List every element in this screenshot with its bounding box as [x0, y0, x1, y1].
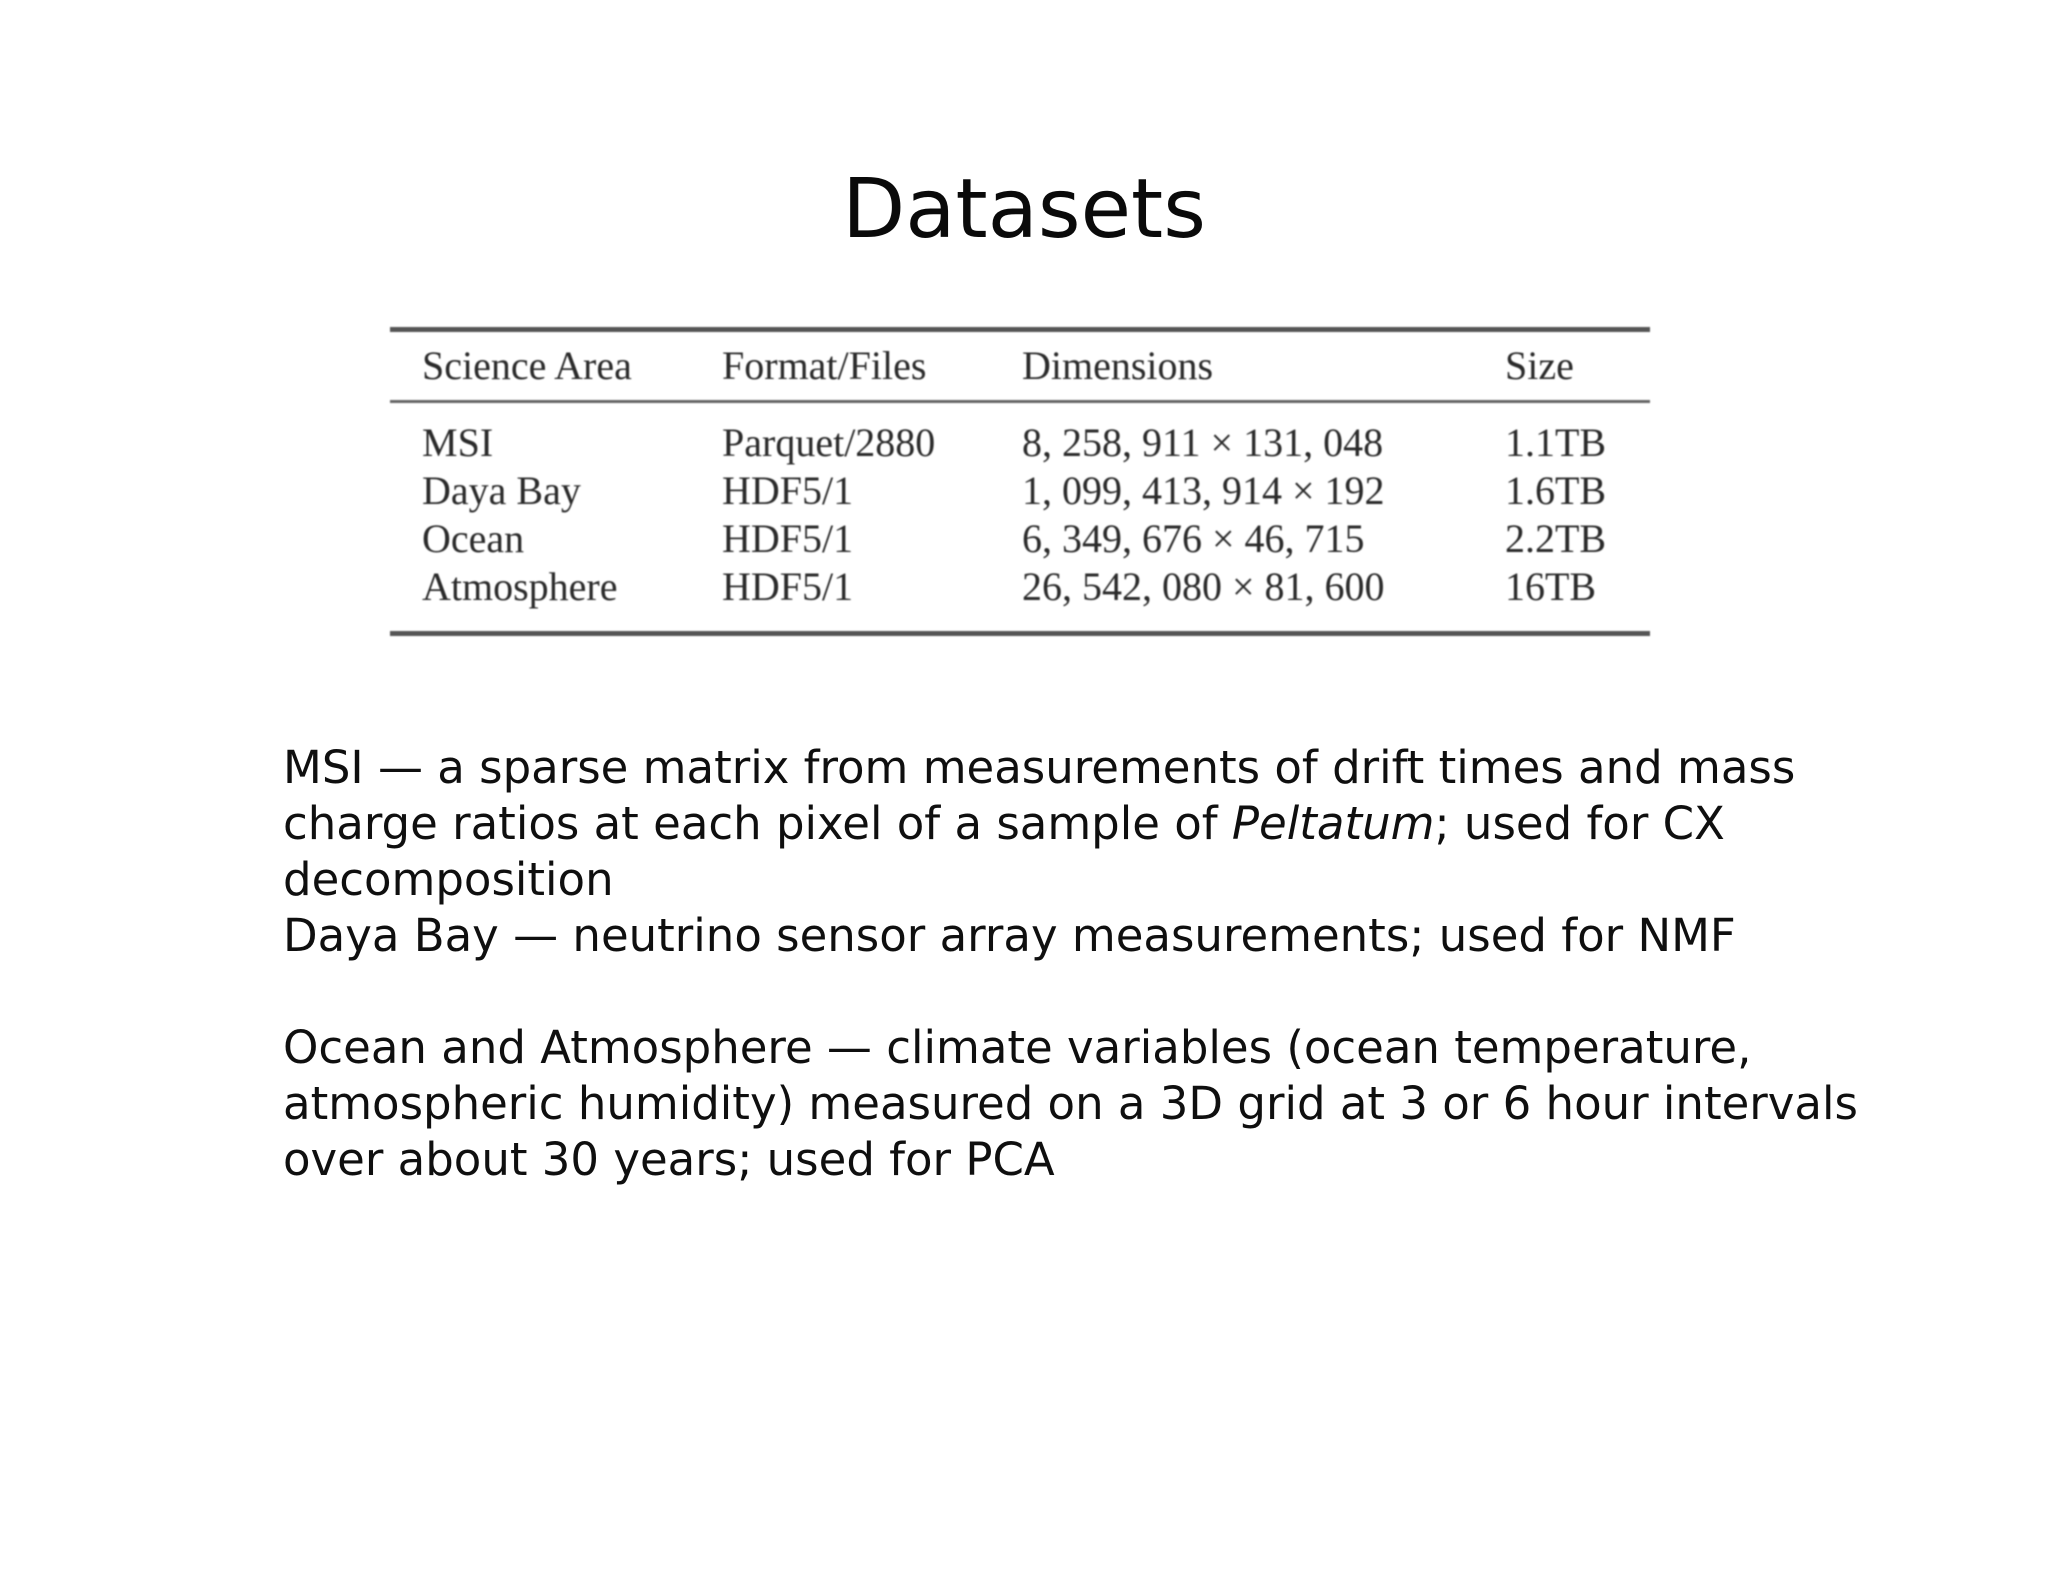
cell-format-files: HDF5/1	[722, 516, 854, 561]
slide-title: Datasets	[842, 162, 1206, 257]
header-format-files: Format/Files	[722, 343, 927, 388]
daya-bay-description: Daya Bay — neutrino sensor array measurements; used for NMF	[283, 909, 1736, 962]
cell-science-area: Ocean	[422, 516, 525, 561]
table-header-row	[390, 332, 1650, 400]
msi-description	[283, 740, 1883, 908]
msi-description-usage: ; used for CX decomposition	[283, 797, 1725, 906]
table-row	[390, 515, 1650, 563]
table-row	[390, 467, 1650, 515]
cell-science-area: Daya Bay	[422, 468, 581, 513]
table-bottom-rule	[390, 631, 1650, 636]
cell-format-files: HDF5/1	[722, 564, 854, 609]
cell-format-files: HDF5/1	[722, 468, 854, 513]
cell-dimensions: 26, 542, 080 × 81, 600	[1022, 564, 1385, 609]
cell-science-area: Atmosphere	[422, 564, 618, 609]
msi-description-species: Peltatum	[1231, 797, 1435, 850]
cell-science-area: MSI	[422, 420, 494, 465]
msi-description-text: MSI — a sparse matrix from measurements of drift times and mass charge ratios at each pixel of a sample of	[283, 741, 1796, 850]
cell-dimensions: 8, 258, 911 × 131, 048	[1022, 420, 1384, 465]
header-dimensions: Dimensions	[1022, 343, 1214, 388]
cell-format-files: Parquet/2880	[722, 420, 936, 465]
header-science-area: Science Area	[422, 343, 632, 388]
table-row	[390, 419, 1650, 467]
cell-size: 16TB	[1505, 564, 1597, 609]
ocean-atmosphere-description: Ocean and Atmosphere — climate variables (ocean temperature, atmospheric humidity) measured on a 3D grid at 3 or 6 hour intervals over about 30 years; used for PCA	[283, 1021, 1858, 1186]
datasets-table	[390, 327, 1650, 636]
cell-dimensions: 1, 099, 413, 914 × 192	[1022, 468, 1385, 513]
cell-size: 1.6TB	[1505, 468, 1607, 513]
header-size: Size	[1505, 343, 1574, 388]
cell-dimensions: 6, 349, 676 × 46, 715	[1022, 516, 1365, 561]
cell-size: 2.2TB	[1505, 516, 1607, 561]
table-body	[390, 403, 1650, 631]
cell-size: 1.1TB	[1505, 420, 1607, 465]
table-row	[390, 563, 1650, 611]
